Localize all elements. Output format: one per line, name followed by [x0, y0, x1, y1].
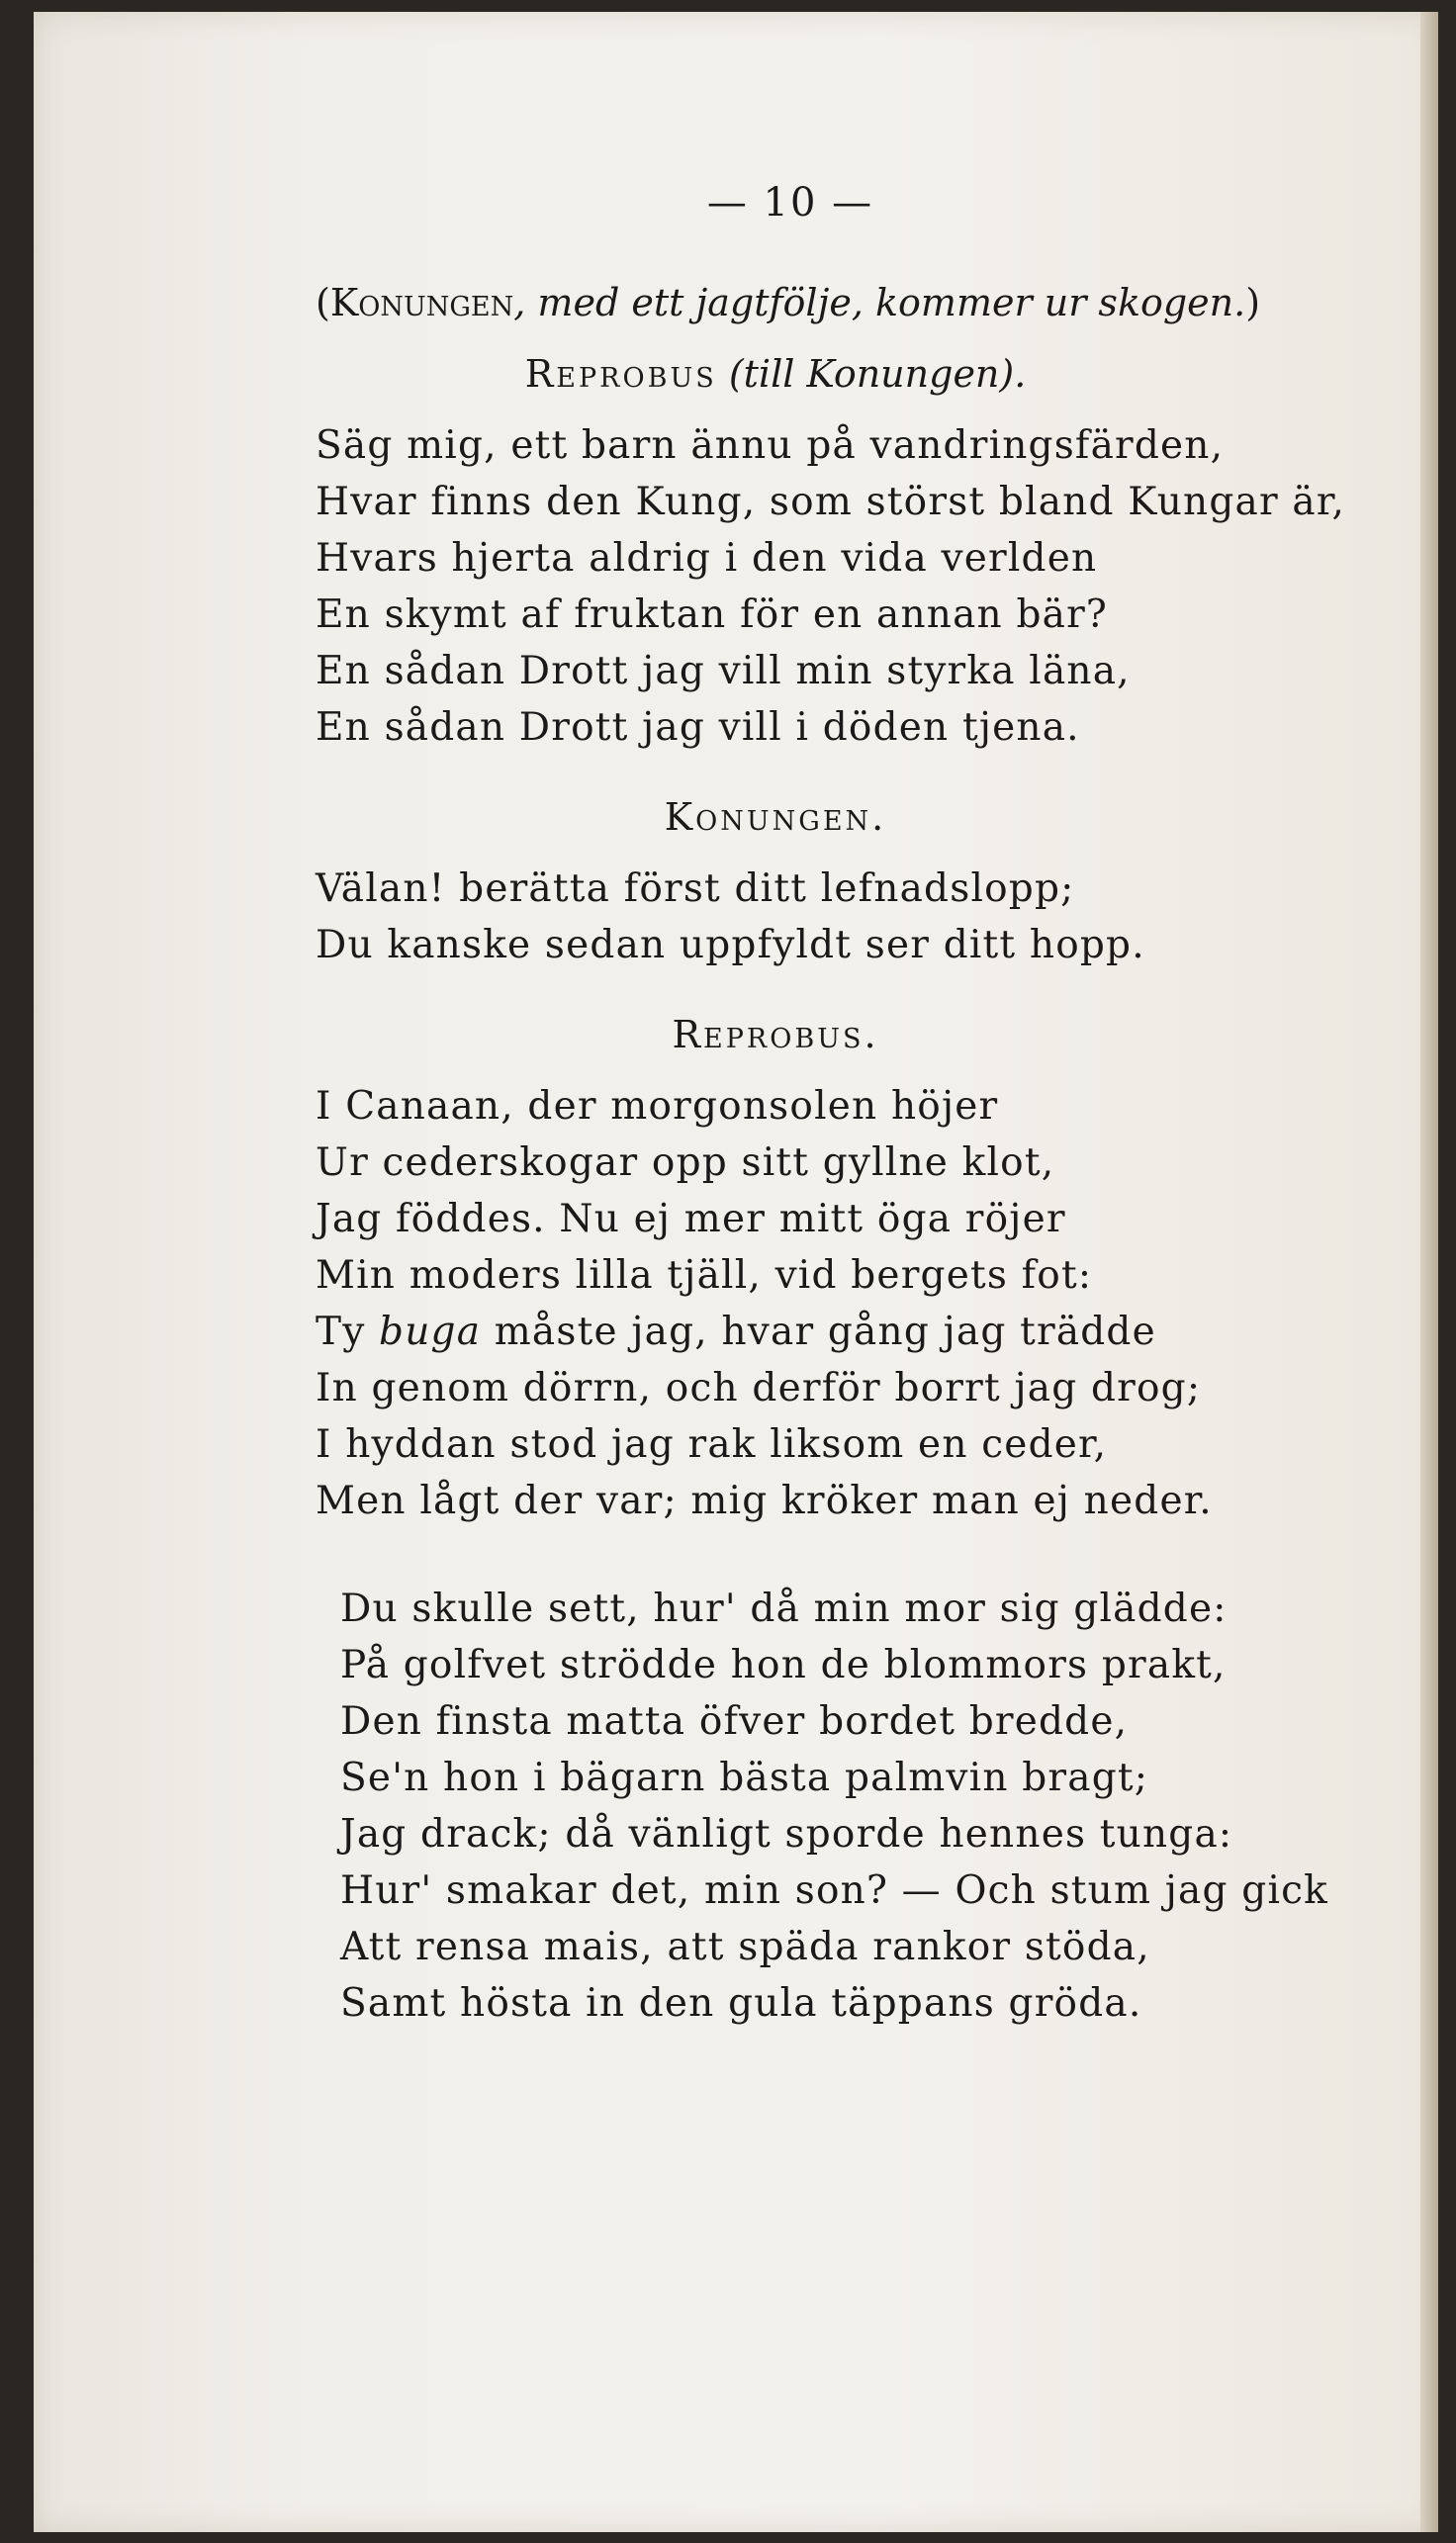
verse-line: Min moders lilla tjäll, vid bergets fot:	[316, 1253, 1093, 1298]
verse-line	[316, 1304, 1418, 1360]
speaker-name: Konungen.	[664, 795, 887, 839]
verse-line: Att rensa mais, att späda rankor stöda,	[340, 1925, 1150, 1969]
speech-block	[340, 1581, 1418, 2032]
verse-line: Du kanske sedan uppfyldt ser ditt hopp.	[316, 923, 1145, 967]
verse-line: En skymt af fruktan för en annan bär?	[316, 592, 1109, 637]
stage-close-paren: )	[1245, 281, 1261, 324]
speaker-name: Reprobus.	[672, 1013, 879, 1056]
speaker-heading	[133, 795, 1418, 839]
page-edge	[1420, 12, 1438, 2532]
verse-line: Den finsta matta öfver bordet bredde,	[340, 1699, 1129, 1744]
verse-line: Du skulle sett, hur' då min mor sig glädde:	[340, 1587, 1228, 1631]
verse-line: Ur cederskogar opp sitt gyllne klot,	[316, 1140, 1055, 1185]
verse-line: Men lågt der var; mig kröker man ej neder.	[316, 1479, 1213, 1523]
verse-line: I Canaan, der morgonsolen höjer	[316, 1084, 999, 1129]
verse-line: Samt hösta in den gula täppans gröda.	[340, 1981, 1142, 2026]
speaker-heading	[133, 1013, 1418, 1056]
stanza-gap	[281, 1529, 1418, 1581]
speaker-heading	[133, 352, 1418, 396]
speaker-name: Reprobus	[524, 352, 717, 396]
page-content	[281, 180, 1418, 2032]
stage-speaker: Konungen	[329, 281, 514, 324]
speech-block	[316, 861, 1418, 973]
verse-line: Säg mig, ett barn ännu på vandringsfärden,	[316, 423, 1225, 468]
page-number: — 10 —	[706, 180, 874, 226]
verse-line: I hyddan stod jag rak liksom en ceder,	[316, 1422, 1108, 1467]
verse-line: Se'n hon i bägarn bästa palmvin bragt;	[340, 1756, 1149, 1800]
verse-line: In genom dörrn, och derför borrt jag drog;	[316, 1366, 1202, 1410]
verse-line: Hur' smakar det, min son? — Och stum jag gick	[340, 1868, 1328, 1913]
verse-line: Jag drack; då vänligt sporde hennes tunga:	[340, 1812, 1233, 1857]
verse-line: Välan! berätta först ditt lefnadslopp;	[316, 866, 1075, 911]
verse-fragment: Ty	[316, 1310, 380, 1354]
verse-emphasis: buga	[379, 1310, 482, 1354]
stage-open-paren: (	[316, 281, 330, 324]
verse-line: Hvar finns den Kung, som störst bland Kungar är,	[316, 480, 1346, 524]
speaker-note: (till Konungen).	[716, 352, 1027, 396]
verse-line: På golfvet strödde hon de blommors prakt,	[340, 1643, 1227, 1687]
verse-line: En sådan Drott jag vill min styrka läna,	[316, 649, 1131, 693]
book-page	[34, 12, 1438, 2532]
speech-block	[316, 1078, 1418, 1529]
speech-block	[316, 417, 1418, 756]
verse-line: En sådan Drott jag vill i döden tjena.	[316, 705, 1080, 750]
verse-line: Jag föddes. Nu ej mer mitt öga röjer	[316, 1197, 1066, 1241]
stage-text: , med ett jagtfölje, kommer ur skogen.	[513, 281, 1246, 324]
verse-fragment: måste jag, hvar gång jag trädde	[481, 1310, 1156, 1354]
stage-direction	[316, 281, 1418, 324]
verse-line: Hvars hjerta aldrig i den vida verlden	[316, 536, 1098, 581]
